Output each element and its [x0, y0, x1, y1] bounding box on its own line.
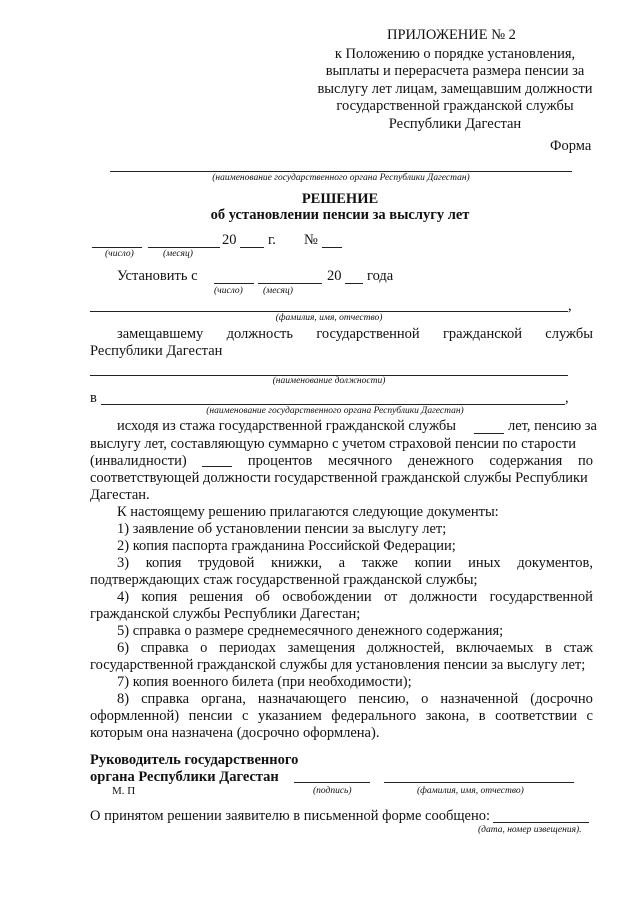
- p1-line3: [90, 453, 593, 470]
- signer-fio-caption: (фамилия, имя, отчество): [417, 786, 524, 796]
- sign-caption: (подпись): [313, 786, 352, 796]
- establish-prefix: Установить с: [117, 268, 198, 284]
- form-label: Форма: [550, 138, 592, 154]
- word: по: [577, 453, 593, 469]
- in-label: в: [90, 390, 97, 406]
- doc-item-3-line2: подтверждающих стаж государственной гражданской службы;: [90, 572, 478, 588]
- appendix-line: выплаты и перерасчета размера пенсии за: [325, 63, 585, 80]
- signer-line1: Руководитель государственного: [90, 752, 299, 768]
- signer-line2: органа Республики Дагестан: [90, 769, 279, 785]
- notice-blank: [493, 822, 589, 823]
- establish-day-blank: [214, 283, 254, 284]
- word: замещавшему: [117, 326, 204, 342]
- word: службы: [545, 326, 593, 342]
- doc-item-5: 5) справка о размере среднемесячного денежного содержания;: [117, 623, 504, 639]
- word: гражданской: [442, 326, 522, 342]
- p1-line1-a: исходя из стажа государственной гражданской службы: [117, 418, 457, 434]
- establish-month-caption: (месяц): [263, 286, 293, 296]
- appendix-line: государственной гражданской службы: [336, 98, 574, 115]
- word: процентов: [247, 453, 313, 469]
- day-blank: [92, 247, 142, 248]
- signer-fio-blank: [384, 782, 574, 783]
- establish-year-suffix: года: [367, 268, 394, 284]
- doc-item-4-line1: 4) копия решения об освобождении от должности государственной: [117, 589, 593, 605]
- doc-item-3-line1: 3) копия трудовой книжки, а также копии иных документов,: [117, 555, 593, 571]
- doc-item-4-line2: гражданской службы Республики Дагестан;: [90, 606, 361, 622]
- decision-title: РЕШЕНИЕ: [301, 191, 379, 207]
- appendix-line: Республики Дагестан: [388, 115, 522, 132]
- number-blank: [322, 247, 342, 248]
- percent-blank: [202, 453, 232, 467]
- year-blank: [240, 247, 264, 248]
- year-prefix: 20: [222, 232, 237, 248]
- position-caption: (наименование должности): [272, 376, 386, 386]
- p1-line1-b: лет, пенсию за: [508, 418, 597, 434]
- decision-subtitle: об установлении пенсии за выслугу лет: [210, 207, 470, 223]
- appendix-line: к Положению о порядке установления,: [334, 46, 576, 62]
- position-line2: Республики Дагестан: [90, 343, 223, 359]
- position-line1: [117, 326, 593, 343]
- word: государственной: [316, 326, 420, 342]
- doc-item-1: 1) заявление об установлении пенсии за выслугу лет;: [117, 521, 447, 537]
- establish-year-prefix: 20: [327, 268, 342, 284]
- doc-item-6-line1: 6) справка о периодах замещения должностей, включаемых в стаж: [117, 640, 593, 656]
- doc-item-8-line2: оформленной) пенсии с указанием федерального закона, в соответствии с: [90, 708, 593, 724]
- org-line-2: [101, 404, 565, 405]
- establish-year-blank: [345, 283, 363, 284]
- appendix-text: [300, 46, 610, 133]
- day-caption: (число): [105, 249, 134, 259]
- year-suffix: г.: [268, 232, 276, 248]
- doc-item-8-line3: которым она назначена (досрочно оформлена).: [90, 725, 380, 741]
- doc-item-7: 7) копия военного билета (при необходимости);: [117, 674, 412, 690]
- signature-blank: [294, 782, 370, 783]
- stamp-label: М. П: [112, 785, 136, 797]
- notice-caption: (дата, номер извещения).: [478, 825, 582, 835]
- p1-line5: Дагестан.: [90, 487, 150, 503]
- number-sign: №: [304, 232, 318, 248]
- doc-item-6-line2: государственной гражданской службы для установления пенсии за выслугу лет;: [90, 657, 586, 673]
- fio-caption: (фамилия, имя, отчество): [275, 313, 383, 323]
- notice-text: О принятом решении заявителю в письменной форме сообщено:: [90, 808, 490, 824]
- word: содержания: [489, 453, 563, 469]
- org-caption-2: (наименование государственного органа Республики Дагестан): [206, 406, 464, 416]
- word: должность: [226, 326, 294, 342]
- doc-item-8-line1: 8) справка органа, назначающего пенсию, о назначенной (досрочно: [117, 691, 593, 707]
- word: месячного: [328, 453, 393, 469]
- p1-line2: выслугу лет, составляющую суммарно с учетом страховой пенсии по старости: [90, 436, 576, 452]
- years-blank: [474, 433, 504, 434]
- appendix-line: выслугу лет лицам, замещавшим должности: [317, 80, 593, 97]
- establish-day-caption: (число): [214, 286, 243, 296]
- month-caption: (месяц): [163, 249, 193, 259]
- word: (инвалидности): [90, 453, 187, 469]
- appendix-title: ПРИЛОЖЕНИЕ № 2: [387, 27, 516, 43]
- org-caption: (наименование государственного органа Республики Дагестан): [212, 173, 470, 183]
- month-blank: [148, 247, 220, 248]
- doc-item-2: 2) копия паспорта гражданина Российской Федерации;: [117, 538, 456, 554]
- establish-month-blank: [258, 283, 322, 284]
- word: денежного: [407, 453, 474, 469]
- org-name-line: [110, 171, 572, 172]
- fio-line: [90, 311, 568, 312]
- docs-intro: К настоящему решению прилагаются следующие документы:: [117, 504, 499, 520]
- p1-line4: соответствующей должности государственной гражданской службы Республики: [90, 470, 588, 486]
